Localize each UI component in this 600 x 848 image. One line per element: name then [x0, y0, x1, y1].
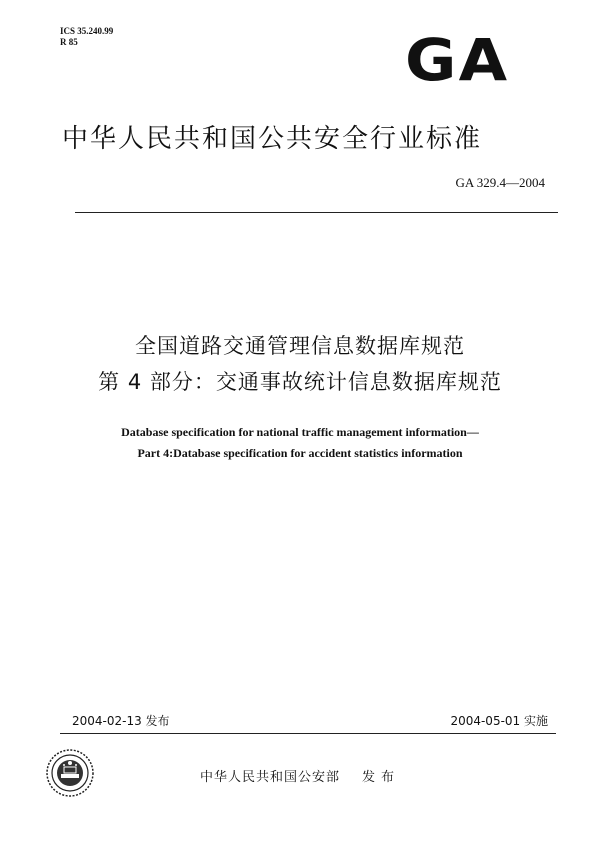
- standard-code: GA 329.4—2004: [455, 175, 545, 190]
- classification-block: [60, 26, 113, 48]
- implementation-date: 2004-05-01 实施: [450, 714, 548, 728]
- ics-code: ICS 35.240.99: [60, 26, 114, 36]
- publisher-name: 中华人民共和国公安部: [199, 770, 340, 785]
- top-divider: [75, 212, 558, 213]
- publisher-line: [0, 766, 600, 785]
- publisher-action: 发布: [362, 770, 401, 785]
- standard-type-heading: 中华人民共和国公共安全行业标准: [62, 124, 483, 154]
- en-title-line-2: Part 4:Database specification for accident statistics information: [137, 446, 463, 460]
- issue-date: 2004-02-13 发布: [72, 714, 170, 728]
- bottom-divider: [60, 733, 556, 734]
- cn-title-line-2: 第 4 部分：交通事故统计信息数据库规范: [98, 370, 502, 394]
- category-code: R 85: [60, 37, 78, 47]
- en-title-line-1: Database specification for national traffic management information—: [121, 425, 479, 439]
- ga-logo: GA: [405, 26, 510, 94]
- cn-title-line-1: 全国道路交通管理信息数据库规范: [135, 334, 465, 358]
